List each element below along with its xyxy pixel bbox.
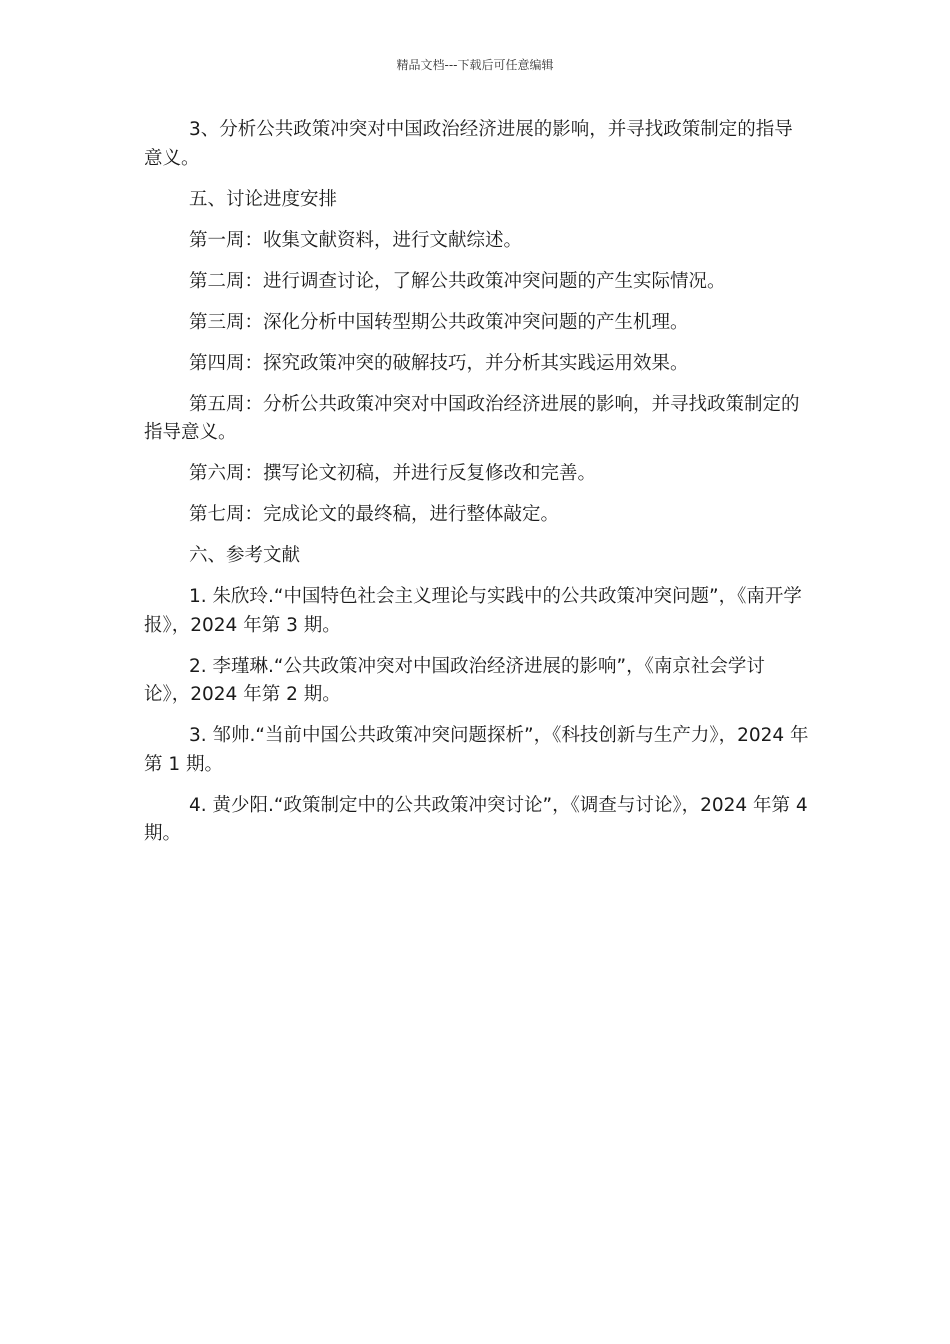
- section-heading-references: 六、参考文献: [189, 545, 301, 566]
- reference-item-4: 4. 黄少阳.“政策制定中的公共政策冲突讨论”，《调查与讨论》，2024 年第 4 期。: [144, 794, 808, 844]
- schedule-week-3: 第三周：深化分析中国转型期公共政策冲突问题的产生机理。: [189, 311, 689, 333]
- section-heading-schedule: 五、讨论进度安排: [189, 188, 338, 210]
- reference-item-1: 1. 朱欣玲.“中国特色社会主义理论与实践中的公共政策冲突问题”，《南开学报》，2024 年第 3 期。: [144, 586, 802, 636]
- objective-item-3: 3、分析公共政策冲突对中国政治经济进展的影响，并寻找政策制定的指导意义。: [144, 119, 793, 169]
- reference-item-3: 3. 邹帅.“当前中国公共政策冲突问题探析”，《科技创新与生产力》，2024 年第 1 期。: [144, 725, 809, 775]
- reference-item-2: 2. 李瑾琳.“公共政策冲突对中国政治经济进展的影响”，《南京社会学讨论》，2024 年第 2 期。: [144, 655, 765, 705]
- schedule-week-5: 第五周：分析公共政策冲突对中国政治经济进展的影响，并寻找政策制定的指导意义。: [144, 393, 800, 443]
- schedule-week-6: 第六周：撰写论文初稿，并进行反复修改和完善。: [189, 463, 597, 484]
- document-body: [144, 116, 809, 861]
- schedule-week-2: 第二周：进行调查讨论，了解公共政策冲突问题的产生实际情况。: [189, 270, 726, 292]
- schedule-week-4: 第四周：探究政策冲突的破解技巧，并分析其实践运用效果。: [189, 352, 689, 374]
- page-header: 精品文档---下载后可任意编辑: [396, 58, 554, 72]
- schedule-week-7: 第七周：完成论文的最终稿，进行整体敲定。: [189, 504, 560, 525]
- schedule-week-1: 第一周：收集文献资料，进行文献综述。: [189, 229, 523, 251]
